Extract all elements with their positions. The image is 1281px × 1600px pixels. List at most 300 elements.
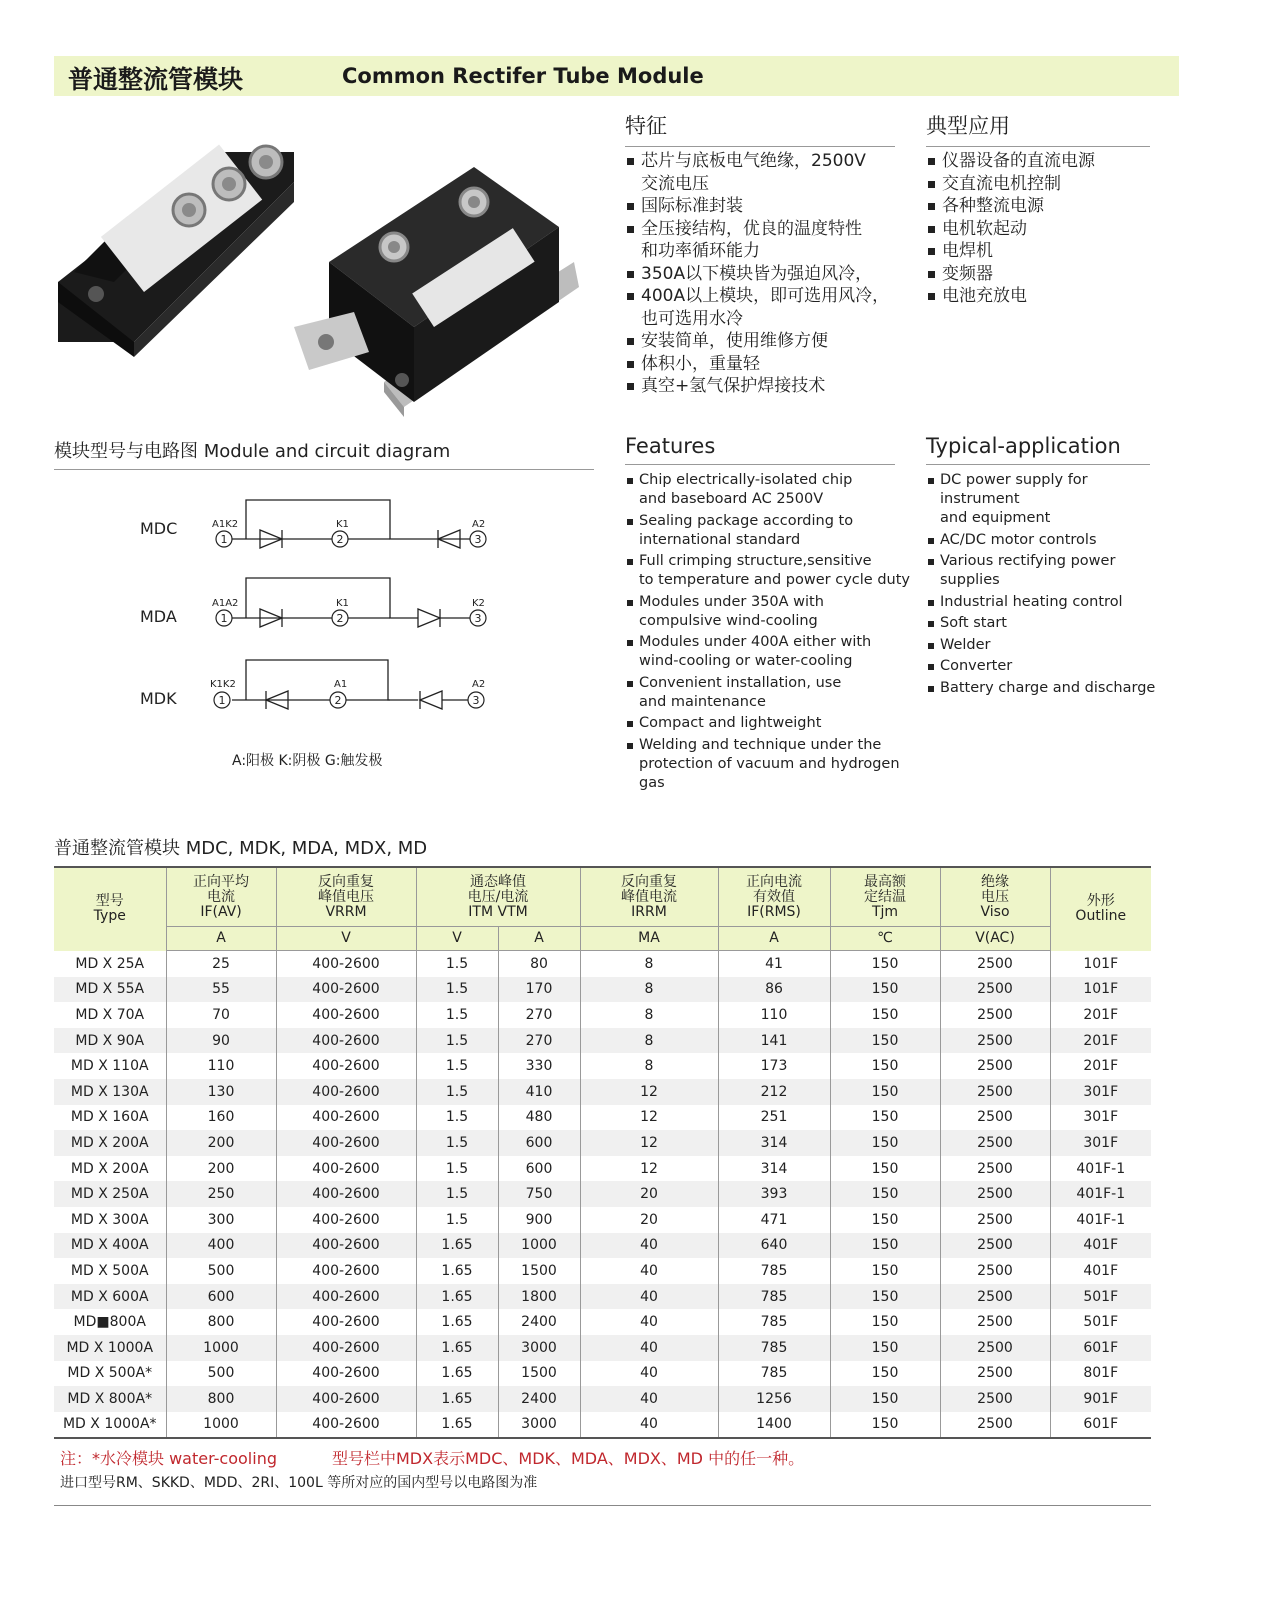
table-cell: 1256 <box>718 1386 830 1412</box>
table-cell: 41 <box>718 951 830 977</box>
table-cell: 393 <box>718 1181 830 1207</box>
applications-en-heading: Typical-application <box>926 434 1150 465</box>
header-viso: 绝缘 电压 Viso <box>940 867 1050 927</box>
table-row <box>54 1053 1151 1079</box>
table-cell: 173 <box>718 1053 830 1079</box>
list-item: 350A以下模块皆为强迫风冷， <box>625 263 905 286</box>
table-cell: 410 <box>498 1079 580 1105</box>
table-cell: 2500 <box>940 1284 1050 1310</box>
table-cell: 2400 <box>498 1386 580 1412</box>
page-header <box>54 56 1179 96</box>
table-cell: 901F <box>1050 1386 1151 1412</box>
features-zh-heading: 特征 <box>625 110 895 147</box>
electrode-legend: A:阳极 K:阴极 G:触发极 <box>232 753 383 769</box>
table-cell: 150 <box>830 1028 940 1054</box>
table-row <box>54 1284 1151 1310</box>
table-cell: 2500 <box>940 951 1050 977</box>
table-cell: 150 <box>830 1386 940 1412</box>
table-cell: 471 <box>718 1207 830 1233</box>
mdk-terminal-3: A2 <box>472 679 486 690</box>
table-row <box>54 1181 1151 1207</box>
unit-cell: V(AC) <box>940 927 1050 951</box>
list-item: 仪器设备的直流电源 <box>926 150 1156 173</box>
table-cell: 12 <box>580 1105 718 1131</box>
table-cell: 1.65 <box>416 1335 498 1361</box>
table-row <box>54 1105 1151 1131</box>
table-row <box>54 951 1151 977</box>
bottom-divider <box>54 1505 1151 1506</box>
table-cell: 150 <box>830 1079 940 1105</box>
pin-2: 2 <box>336 533 344 546</box>
list-item: Converter <box>926 657 1166 676</box>
list-item: Modules under 350A with compulsive wind-cooling <box>625 593 915 631</box>
type-cell: MD X 55A <box>54 977 166 1003</box>
header-vrrm: 反向重复 峰值电压 VRRM <box>276 867 416 927</box>
table-cell: 2500 <box>940 1130 1050 1156</box>
table-cell: 501F <box>1050 1309 1151 1335</box>
type-cell: MD X 300A <box>70 1211 149 1228</box>
table-cell: 785 <box>718 1258 830 1284</box>
table-row <box>54 1028 1151 1054</box>
table-cell: 150 <box>830 1361 940 1387</box>
table-cell: 201F <box>1050 1002 1151 1028</box>
table-row <box>54 1156 1151 1182</box>
table-cell: 130 <box>166 1079 276 1105</box>
table-cell: 90 <box>166 1028 276 1054</box>
table-cell: 86 <box>718 977 830 1003</box>
table-cell: 150 <box>830 1181 940 1207</box>
list-item: Compact and lightweight <box>625 714 915 733</box>
table-cell: 400-2600 <box>276 1028 416 1054</box>
pin-2: 2 <box>334 694 342 707</box>
table-cell: 785 <box>718 1335 830 1361</box>
table-cell: 1.65 <box>416 1258 498 1284</box>
mdk-label: MDK <box>140 689 177 708</box>
table-row <box>54 1335 1151 1361</box>
list-item: 体积小，重量轻 <box>625 353 905 376</box>
table-row <box>54 1130 1151 1156</box>
list-item <box>625 173 905 196</box>
table-cell: 200 <box>166 1130 276 1156</box>
table-cell: 1.65 <box>416 1361 498 1387</box>
type-cell: MD X 200A <box>54 1130 166 1156</box>
table-row <box>54 1258 1151 1284</box>
table-cell: 2500 <box>940 1105 1050 1131</box>
type-cell: MD■800A <box>73 1314 146 1331</box>
type-cell: MD X 160A <box>70 1109 149 1126</box>
features-en-list <box>625 471 915 795</box>
pin-1: 1 <box>220 612 228 625</box>
table-cell: 400-2600 <box>276 1412 416 1439</box>
list-item: AC/DC motor controls <box>926 531 1166 550</box>
table-cell: 400-2600 <box>276 1130 416 1156</box>
table-cell: 400 <box>166 1233 276 1259</box>
features-en-heading: Features <box>625 434 895 465</box>
table-cell: 8 <box>580 977 718 1003</box>
table-cell: 40 <box>580 1309 718 1335</box>
pin-2: 2 <box>336 612 344 625</box>
table-row <box>54 1309 1151 1335</box>
table-cell: 1.5 <box>416 1181 498 1207</box>
page-title-zh: 普通整流管模块 <box>68 65 244 94</box>
table-cell: 150 <box>830 1335 940 1361</box>
header-itm-vtm: 通态峰值 电压/电流 ITM VTM <box>416 867 580 927</box>
table-cell: 400-2600 <box>276 1181 416 1207</box>
table-cell: 270 <box>498 1002 580 1028</box>
table-cell: 400-2600 <box>276 977 416 1003</box>
table-cell: 1.65 <box>416 1412 498 1439</box>
table-body <box>54 951 1151 1439</box>
applications-zh-heading: 典型应用 <box>926 110 1150 147</box>
header-ifav: 正向平均 电流 IF(AV) <box>166 867 276 927</box>
mda-terminal-2: K1 <box>336 598 349 609</box>
table-cell: 1000 <box>166 1412 276 1439</box>
circuit-diagram <box>120 490 520 730</box>
list-item: 真空+氢气保护焊接技术 <box>625 375 905 398</box>
table-cell: 12 <box>580 1079 718 1105</box>
mdc-terminal-1: A1K2 <box>212 519 239 530</box>
table-cell: 1.5 <box>416 1130 498 1156</box>
table-cell: 40 <box>580 1258 718 1284</box>
circuit-section-title: 模块型号与电路图 Module and circuit diagram <box>54 437 594 470</box>
table-cell: 600 <box>498 1130 580 1156</box>
table-cell: 1.5 <box>416 1156 498 1182</box>
table-cell: 1.65 <box>416 1233 498 1259</box>
table-cell: 301F <box>1050 1130 1151 1156</box>
table-cell: 2500 <box>940 1079 1050 1105</box>
table-row <box>54 1361 1151 1387</box>
table-cell: 8 <box>580 1002 718 1028</box>
mda-terminal-3: K2 <box>472 598 485 609</box>
table-cell: 8 <box>580 951 718 977</box>
table-cell: 1.5 <box>416 1079 498 1105</box>
table-cell: 785 <box>718 1284 830 1310</box>
table-cell: 2400 <box>498 1309 580 1335</box>
table-cell: 170 <box>498 977 580 1003</box>
table-cell: 150 <box>830 1284 940 1310</box>
table-cell: 750 <box>498 1181 580 1207</box>
pin-3: 3 <box>474 533 482 546</box>
list-item: 交直流电机控制 <box>926 173 1156 196</box>
type-cell: MD X 110A <box>70 1058 149 1075</box>
pin-3: 3 <box>474 612 482 625</box>
type-cell: MD X 600A <box>54 1284 166 1310</box>
table-cell: 500 <box>166 1361 276 1387</box>
right-module-illustration <box>294 167 579 417</box>
table-cell: 314 <box>718 1130 830 1156</box>
list-item: Full crimping structure,sensitive to temperature and power cycle duty <box>625 552 915 590</box>
mdc-terminal-3: A2 <box>472 519 486 530</box>
list-item: Battery charge and discharge <box>926 679 1166 698</box>
table-cell: 400-2600 <box>276 1233 416 1259</box>
type-cell: MD X 800A* <box>54 1386 166 1412</box>
table-cell: 300 <box>166 1207 276 1233</box>
table-cell: 401F <box>1050 1258 1151 1284</box>
table-cell: 400-2600 <box>276 1335 416 1361</box>
table-cell: 501F <box>1050 1284 1151 1310</box>
list-item: 电池充放电 <box>926 285 1156 308</box>
table-cell: 400-2600 <box>276 1309 416 1335</box>
list-item: 变频器 <box>926 263 1156 286</box>
table-cell: 400-2600 <box>276 1002 416 1028</box>
list-item-continuation: 也可选用水冷 <box>641 308 743 329</box>
list-item: DC power supply for instrument and equipment <box>926 471 1166 528</box>
table-cell: 480 <box>498 1105 580 1131</box>
table-cell: 55 <box>166 977 276 1003</box>
table-cell: 201F <box>1050 1028 1151 1054</box>
table-cell: 40 <box>580 1386 718 1412</box>
table-cell: 2500 <box>940 1361 1050 1387</box>
applications-en-list <box>926 471 1166 700</box>
pin-3: 3 <box>472 694 480 707</box>
table-title: 普通整流管模块 MDC, MDK, MDA, MDX, MD <box>54 838 428 859</box>
table-cell: 150 <box>830 1130 940 1156</box>
table-cell: 601F <box>1050 1412 1151 1439</box>
table-cell: 150 <box>830 1156 940 1182</box>
list-item: 电焊机 <box>926 240 1156 263</box>
table-cell: 12 <box>580 1130 718 1156</box>
header-tjm: 最高额 定结温 Tjm <box>830 867 940 927</box>
table-cell: 2500 <box>940 1233 1050 1259</box>
table-cell: 2500 <box>940 1053 1050 1079</box>
unit-cell: ℃ <box>830 927 940 951</box>
table-cell: 801F <box>1050 1361 1151 1387</box>
list-item: Soft start <box>926 614 1166 633</box>
table-cell: 2500 <box>940 1181 1050 1207</box>
table-cell: 301F <box>1050 1105 1151 1131</box>
list-item-continuation: 交流电压 <box>641 173 709 194</box>
table-cell: 40 <box>580 1412 718 1439</box>
table-cell: 1.65 <box>416 1284 498 1310</box>
table-cell: 1800 <box>498 1284 580 1310</box>
table-cell: 8 <box>580 1028 718 1054</box>
list-item: 各种整流电源 <box>926 195 1156 218</box>
table-cell: 900 <box>498 1207 580 1233</box>
table-cell: 150 <box>830 1309 940 1335</box>
table-cell: 401F-1 <box>1050 1181 1151 1207</box>
table-cell: 101F <box>1050 951 1151 977</box>
table-row <box>54 1386 1151 1412</box>
table-cell: 150 <box>830 1207 940 1233</box>
table-cell: 1.5 <box>416 1002 498 1028</box>
table-cell: 1.65 <box>416 1386 498 1412</box>
table-cell: 20 <box>580 1181 718 1207</box>
table-cell: 150 <box>830 1258 940 1284</box>
table-cell: 400-2600 <box>276 1079 416 1105</box>
type-cell: MD X 25A <box>75 955 145 972</box>
table-cell: 2500 <box>940 1309 1050 1335</box>
table-cell: 1.5 <box>416 1105 498 1131</box>
table-cell: 150 <box>830 1412 940 1439</box>
table-cell: 270 <box>498 1028 580 1054</box>
table-cell: 2500 <box>940 1002 1050 1028</box>
list-item <box>625 308 905 331</box>
table-cell: 160 <box>166 1105 276 1131</box>
table-cell: 2500 <box>940 977 1050 1003</box>
table-cell: 80 <box>498 951 580 977</box>
table-cell: 400-2600 <box>276 1105 416 1131</box>
table-cell: 3000 <box>498 1412 580 1439</box>
table-cell: 40 <box>580 1361 718 1387</box>
table-cell: 2500 <box>940 1386 1050 1412</box>
table-cell: 314 <box>718 1156 830 1182</box>
list-item: Chip electrically-isolated chip and baseboard AC 2500V <box>625 471 915 509</box>
list-item: Convenient installation, use and maintenance <box>625 674 915 712</box>
note-import-models: 进口型号RM、SKKD、MDD、2RI、100L 等所对应的国内型号以电路图为准 <box>60 1475 538 1491</box>
table-cell: 25 <box>166 951 276 977</box>
table-cell: 640 <box>718 1233 830 1259</box>
table-cell: 200 <box>166 1156 276 1182</box>
table-cell: 400-2600 <box>276 1207 416 1233</box>
type-cell: MD X 500A <box>70 1262 149 1279</box>
table-cell: 401F-1 <box>1050 1156 1151 1182</box>
mdc-terminal-2: K1 <box>336 519 349 530</box>
pin-1: 1 <box>220 533 228 546</box>
table-cell: 1.5 <box>416 1207 498 1233</box>
table-cell: 40 <box>580 1335 718 1361</box>
type-cell: MD X 1000A* <box>54 1412 166 1439</box>
table-cell: 330 <box>498 1053 580 1079</box>
list-item: 芯片与底板电气绝缘，2500V <box>625 150 905 173</box>
table-cell: 150 <box>830 1233 940 1259</box>
header-ifrms: 正向电流 有效值 IF(RMS) <box>718 867 830 927</box>
table-cell: 110 <box>718 1002 830 1028</box>
table-cell: 785 <box>718 1309 830 1335</box>
table-cell: 1000 <box>498 1233 580 1259</box>
table-cell: 400-2600 <box>276 1361 416 1387</box>
spec-table <box>54 866 1151 1439</box>
list-item: 电机软起动 <box>926 218 1156 241</box>
table-cell: 150 <box>830 1002 940 1028</box>
mdc-label: MDC <box>140 519 178 538</box>
table-cell: 20 <box>580 1207 718 1233</box>
table-cell: 40 <box>580 1284 718 1310</box>
unit-cell: V <box>276 927 416 951</box>
table-cell: 400-2600 <box>276 1284 416 1310</box>
table-cell: 1.5 <box>416 951 498 977</box>
type-cell: MD X 1000A <box>54 1335 166 1361</box>
header-outline: 外形 Outline <box>1050 867 1151 951</box>
list-item: 国际标准封装 <box>625 195 905 218</box>
table-cell: 110 <box>166 1053 276 1079</box>
table-row <box>54 1233 1151 1259</box>
list-item: Various rectifying power supplies <box>926 552 1166 590</box>
table-row <box>54 1002 1151 1028</box>
table-cell: 2500 <box>940 1156 1050 1182</box>
table-cell: 400-2600 <box>276 1053 416 1079</box>
table-cell: 401F-1 <box>1050 1207 1151 1233</box>
type-cell: MD X 70A <box>75 1006 145 1023</box>
mdk-terminal-2: A1 <box>334 679 348 690</box>
unit-cell: V <box>416 927 498 951</box>
unit-cell: A <box>718 927 830 951</box>
unit-cell: A <box>498 927 580 951</box>
type-cell: MD X 400A <box>54 1233 166 1259</box>
mdk-terminal-1: K1K2 <box>210 679 236 690</box>
list-item: Welding and technique under the protection of vacuum and hydrogen gas <box>625 736 915 793</box>
list-item-continuation: 和功率循环能力 <box>641 241 760 261</box>
list-item <box>625 240 905 263</box>
table-cell: 1000 <box>166 1335 276 1361</box>
table-cell: 201F <box>1050 1053 1151 1079</box>
type-cell: MD X 500A* <box>67 1365 153 1382</box>
table-cell: 150 <box>830 1053 940 1079</box>
table-cell: 1500 <box>498 1258 580 1284</box>
table-cell: 150 <box>830 1105 940 1131</box>
table-cell: 212 <box>718 1079 830 1105</box>
table-cell: 601F <box>1050 1335 1151 1361</box>
note-mdx-meaning: 型号栏中MDX表示MDC、MDK、MDA、MDX、MD 中的任一种。 <box>332 1449 805 1468</box>
table-cell: 2500 <box>940 1207 1050 1233</box>
table-cell: 400-2600 <box>276 1386 416 1412</box>
unit-cell: MA <box>580 927 718 951</box>
table-cell: 8 <box>580 1053 718 1079</box>
table-cell: 401F <box>1050 1233 1151 1259</box>
pin-1: 1 <box>218 694 226 707</box>
table-cell: 785 <box>718 1361 830 1387</box>
type-cell: MD X 130A <box>54 1079 166 1105</box>
table-cell: 250 <box>166 1181 276 1207</box>
list-item: 400A以上模块，即可选用风冷， <box>625 285 905 308</box>
table-cell: 150 <box>830 977 940 1003</box>
table-cell: 1.65 <box>416 1309 498 1335</box>
table-cell: 2500 <box>940 1028 1050 1054</box>
list-item: Welder <box>926 636 1166 655</box>
table-cell: 400-2600 <box>276 1156 416 1182</box>
table-cell: 141 <box>718 1028 830 1054</box>
page-title-en: Common Rectifer Tube Module <box>342 64 704 88</box>
table-cell: 251 <box>718 1105 830 1131</box>
mda-terminal-1: A1A2 <box>212 598 239 609</box>
table-cell: 500 <box>166 1258 276 1284</box>
list-item: 安装简单，使用维修方便 <box>625 330 905 353</box>
table-cell: 70 <box>166 1002 276 1028</box>
list-item: Sealing package according to international standard <box>625 512 915 550</box>
table-row <box>54 977 1151 1003</box>
note-water-cooling: 注：*水冷模块 water-cooling <box>60 1449 277 1468</box>
table-cell: 2500 <box>940 1258 1050 1284</box>
table-cell: 2500 <box>940 1335 1050 1361</box>
table-cell: 1.5 <box>416 1028 498 1054</box>
table-row <box>54 1207 1151 1233</box>
table-cell: 150 <box>830 951 940 977</box>
table-cell: 40 <box>580 1233 718 1259</box>
list-item: Modules under 400A either with wind-cooling or water-cooling <box>625 633 915 671</box>
table-cell: 1400 <box>718 1412 830 1439</box>
table-cell: 12 <box>580 1156 718 1182</box>
table-cell: 1.5 <box>416 977 498 1003</box>
unit-cell: A <box>166 927 276 951</box>
table-cell: 400-2600 <box>276 1258 416 1284</box>
type-cell: MD X 200A <box>70 1160 149 1177</box>
table-cell: 600 <box>498 1156 580 1182</box>
table-cell: 800 <box>166 1386 276 1412</box>
header-irrm: 反向重复 峰值电流 IRRM <box>580 867 718 927</box>
table-cell: 2500 <box>940 1412 1050 1439</box>
left-module-illustration <box>58 144 294 357</box>
table-cell: 400-2600 <box>276 951 416 977</box>
table-cell: 1500 <box>498 1361 580 1387</box>
table-row <box>54 1079 1151 1105</box>
table-cell: 600 <box>166 1284 276 1310</box>
table-cell: 3000 <box>498 1335 580 1361</box>
type-cell: MD X 250A <box>54 1181 166 1207</box>
mda-label: MDA <box>140 607 177 626</box>
list-item: Industrial heating control <box>926 593 1166 612</box>
product-photo <box>54 112 614 432</box>
features-zh-list <box>625 150 905 398</box>
list-item: 全压接结构，优良的温度特性 <box>625 218 905 241</box>
